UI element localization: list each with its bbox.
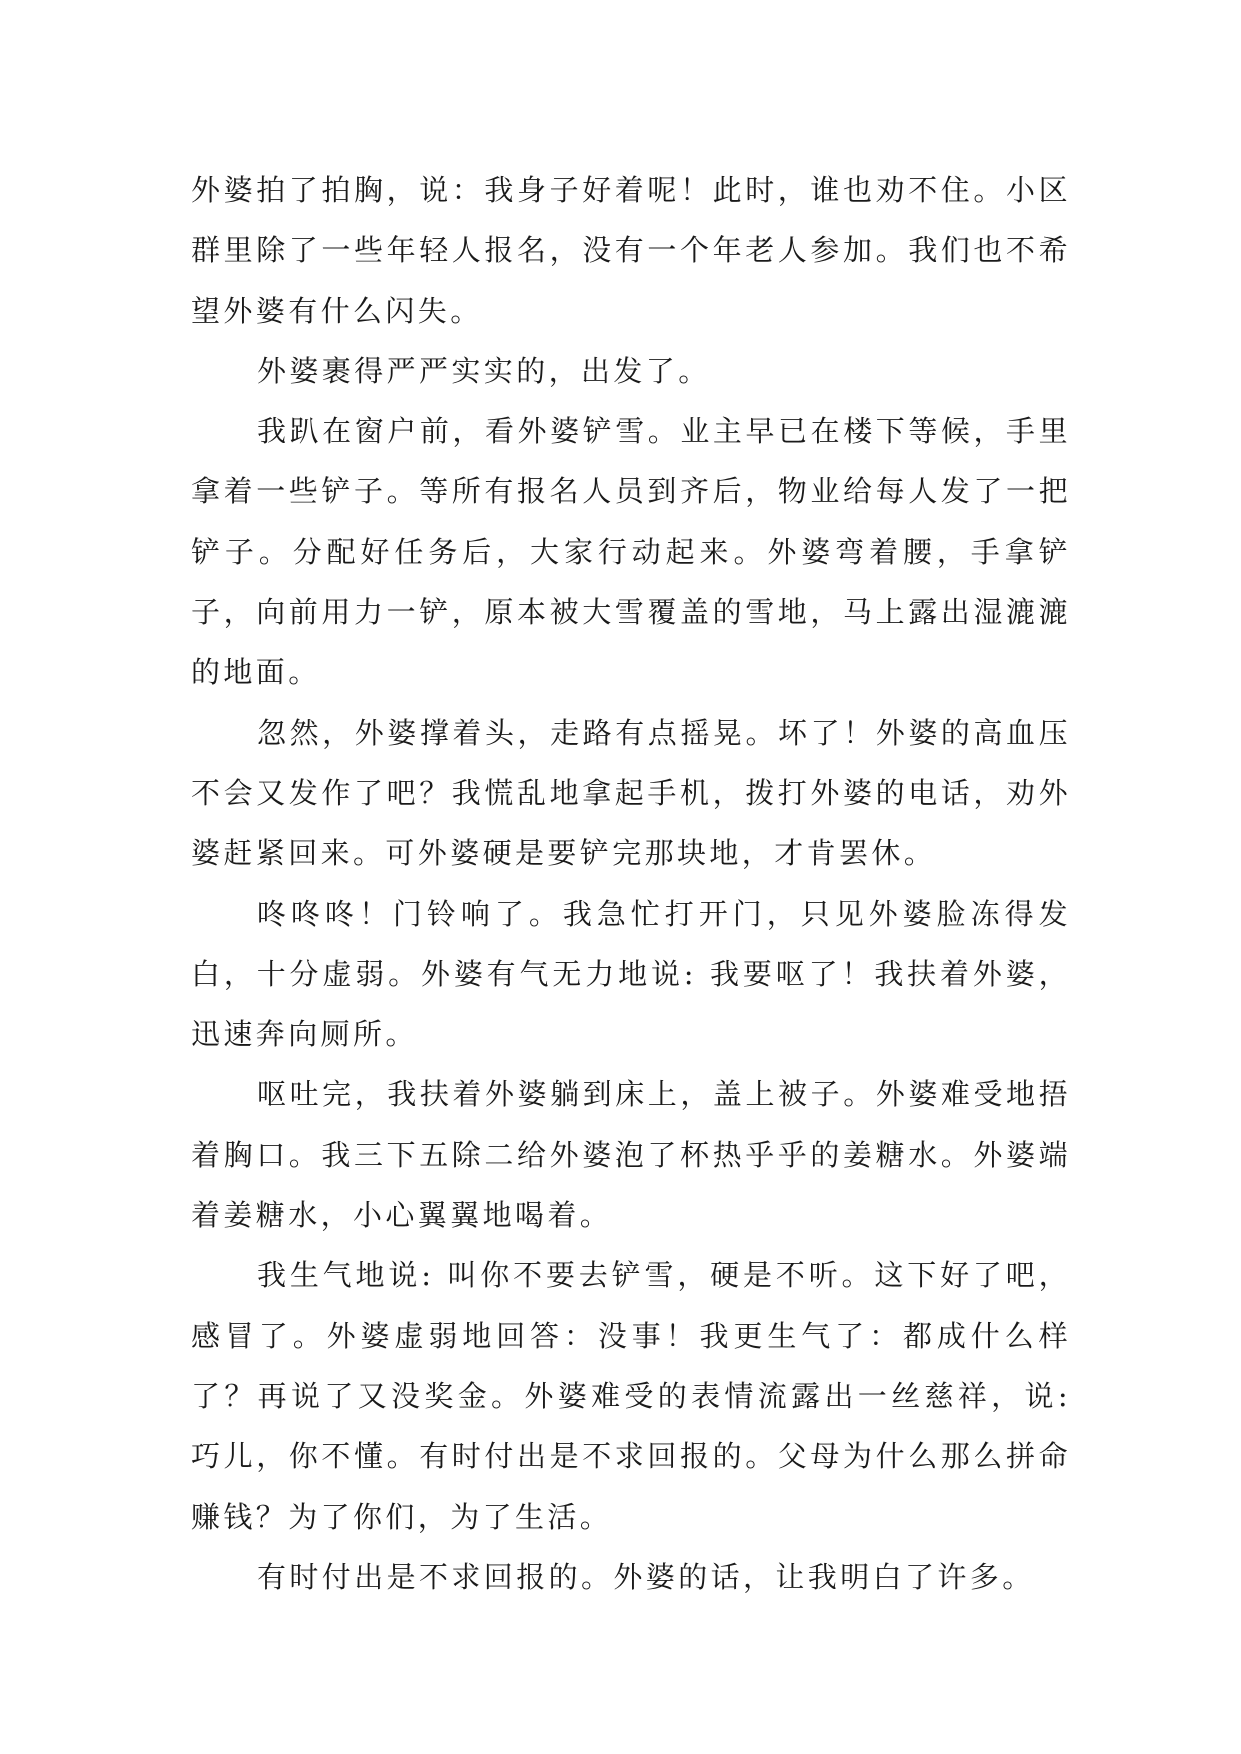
paragraph-5: 咚咚咚！门铃响了。我急忙打开门，只见外婆脸冻得发白，十分虚弱。外婆有气无力地说: 我要呕了！我扶着外婆，迅速奔向厕所。 bbox=[191, 896, 1071, 1052]
paragraph-1: 外婆拍了拍胸，说：我身子好着呢！此时，谁也劝不住。小区群里除了一些年轻人报名，没有一个年老人参加。我们也不希望外婆有什么闪失。 bbox=[191, 173, 1071, 328]
paragraph-3: 我趴在窗户前，看外婆铲雪。业主早已在楼下等候，手里拿着一些铲子。等所有报名人员到齐后，物业给每人发了一把铲子。分配好任务后，大家行动起来。外婆弯着腰，手拿铲子，向前用力一铲，原本被大雪覆盖的雪地，马上露出湿漉漉的地面。 bbox=[191, 414, 1071, 690]
paragraph-4: 忽然，外婆撑着头，走路有点摇晃。坏了！外婆的高血压不会又发作了吧？我慌乱地拿起手机，拨打外婆的电话，劝外婆赶紧回来。可外婆硬是要铲完那块地，才肯罢休。 bbox=[191, 715, 1071, 871]
paragraph-6: 呕吐完，我扶着外婆躺到床上，盖上被子。外婆难受地捂着胸口。我三下五除二给外婆泡了杯热乎乎的姜糖水。外婆端着姜糖水，小心翼翼地喝着。 bbox=[191, 1077, 1071, 1233]
document-body bbox=[191, 160, 1071, 1607]
paragraph-7: 我生气地说: 叫你不要去铲雪，硬是不听。这下好了吧，感冒了。外婆虚弱地回答：没事！我更生气了：都成什么样了？再说了又没奖金。外婆难受的表情流露出一丝慈祥，说: 巧儿，你不懂。有时付出是不求回报的。父母为什么那么拼命赚钱？为了你们，为了生活。 bbox=[191, 1258, 1071, 1534]
paragraph-8: 有时付出是不求回报的。外婆的话，让我明白了许多。 bbox=[257, 1559, 1035, 1594]
paragraph-2: 外婆裹得严严实实的，出发了。 bbox=[257, 353, 711, 388]
